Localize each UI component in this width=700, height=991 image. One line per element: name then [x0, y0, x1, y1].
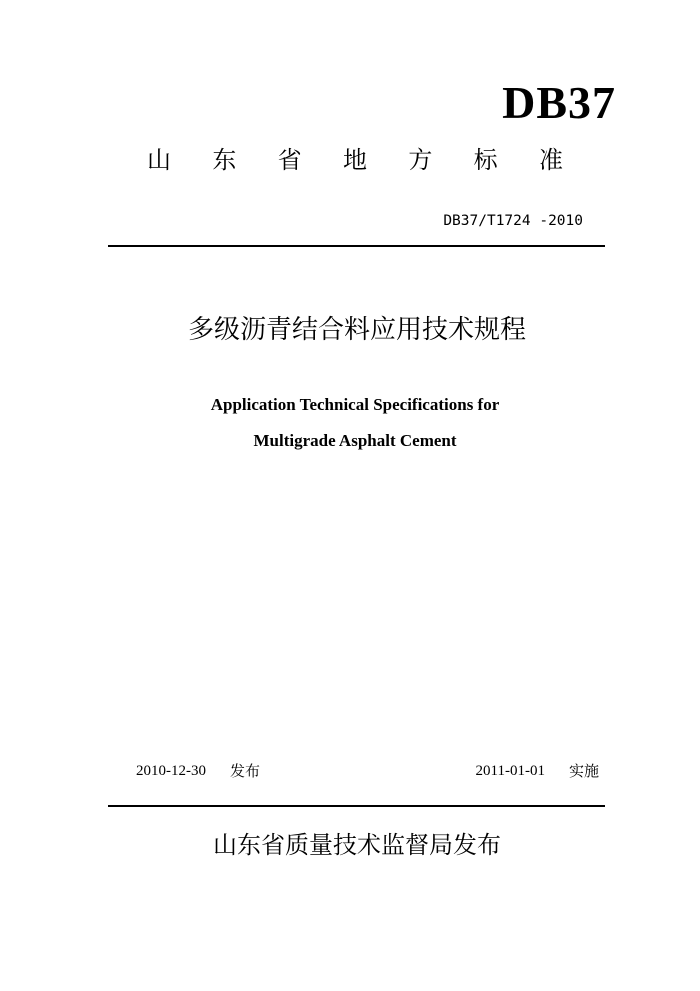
standard-type-char: 地: [342, 145, 367, 174]
standard-code-heading: DB37: [502, 77, 616, 128]
standard-type-char: 标: [473, 145, 498, 174]
standard-type-char: 准: [538, 145, 563, 174]
title-chinese: 多级沥青结合料应用技术规程: [187, 315, 526, 345]
issue-date-row: [136, 760, 260, 782]
standard-number: DB37/T1724 -2010: [443, 213, 583, 229]
title-english-line2: Multigrade Asphalt Cement: [253, 431, 457, 450]
implement-label: 实施: [568, 762, 599, 780]
issue-date: 2010-12-30: [136, 763, 206, 779]
implement-date: 2011-01-01: [475, 763, 545, 779]
standard-type-char: 东: [212, 145, 237, 174]
bottom-divider: [108, 805, 605, 807]
publisher: 山东省质量技术监督局发布: [213, 831, 501, 859]
top-divider: [108, 245, 605, 247]
issue-label: 发布: [230, 762, 261, 780]
implement-date-row: [476, 760, 599, 782]
title-english-line1: Application Technical Specifications for: [210, 395, 500, 414]
standard-type-line: [145, 140, 565, 174]
standard-type-char: 方: [408, 145, 433, 174]
standard-type-char: 省: [277, 145, 302, 174]
standard-type-char: 山: [147, 145, 171, 174]
